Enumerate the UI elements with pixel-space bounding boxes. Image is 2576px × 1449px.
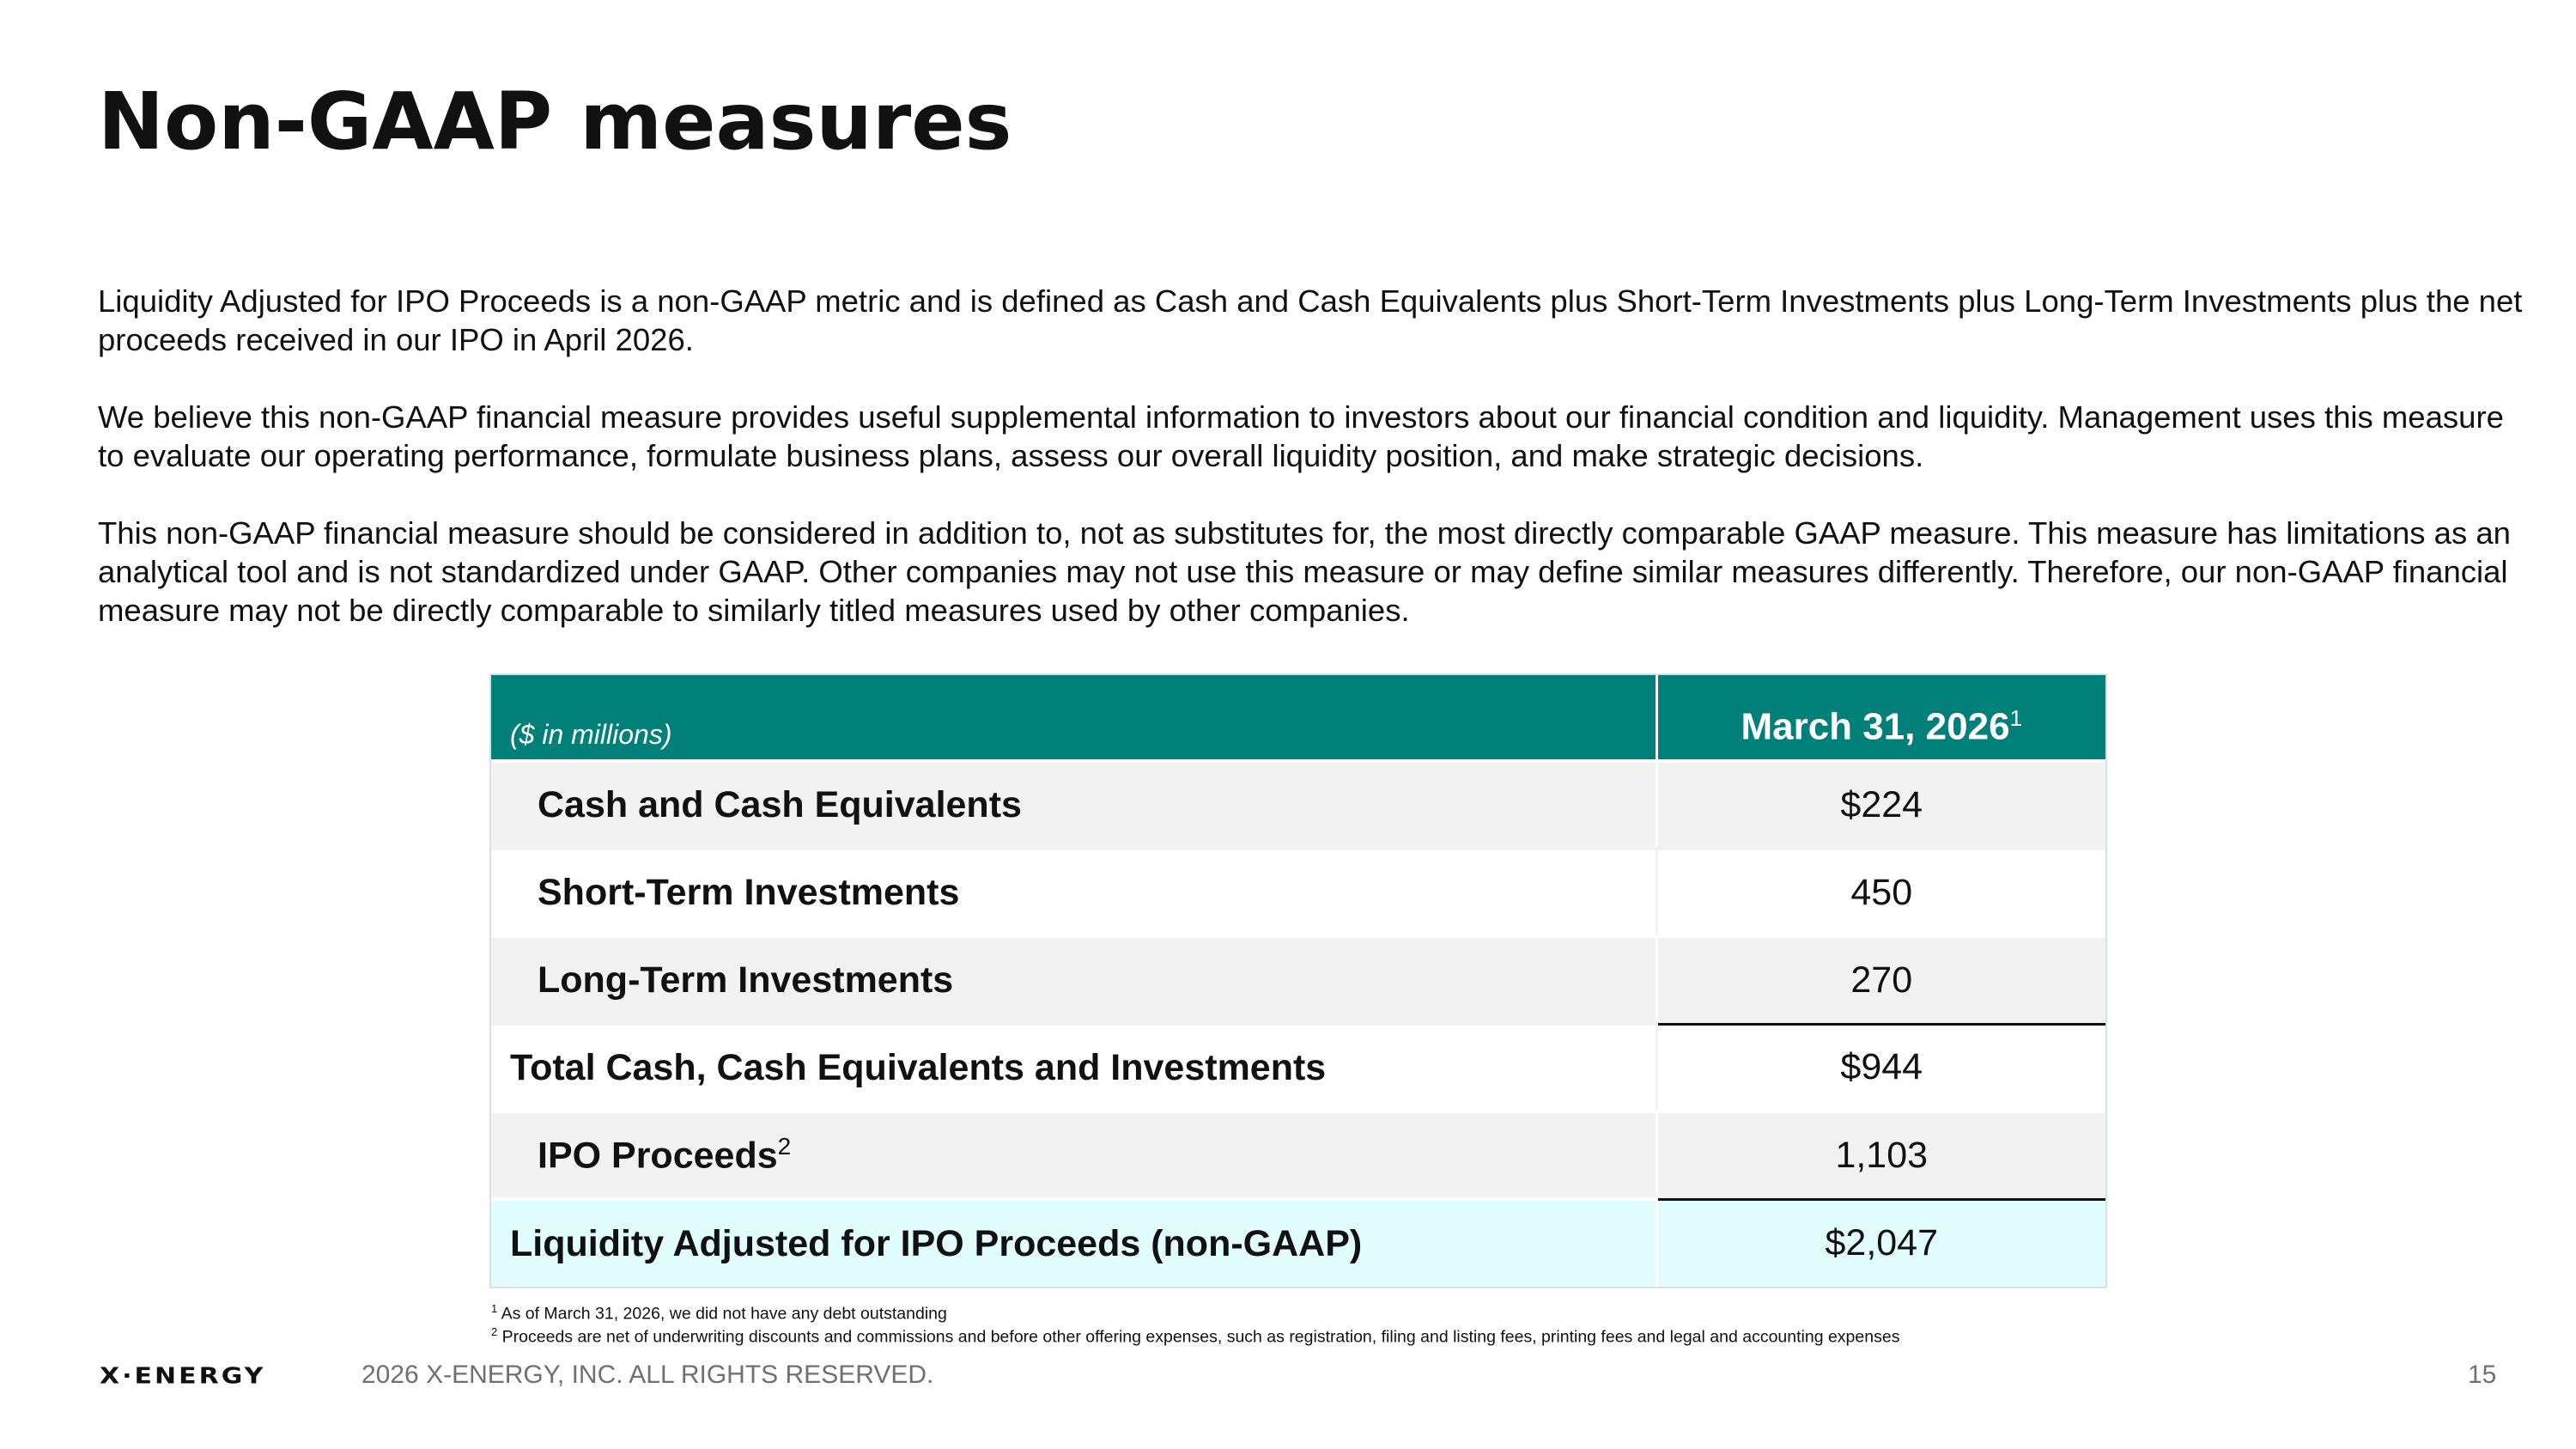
row-value: 1,103	[1656, 1111, 2105, 1199]
table-header-row	[491, 675, 2105, 761]
row-value: $944	[1656, 1024, 2105, 1111]
table-row-total	[491, 1024, 2105, 1111]
row-value: 450	[1656, 849, 2105, 936]
usefulness-paragraph: We believe this non-GAAP financial measure provides useful supplemental information to investors about our financial condition and liquidity. Management uses this measure to evaluate our operating performance, formulate business plans, assess our overall liquidity position, and make strategic decisions.	[98, 399, 2504, 473]
unit-label	[491, 675, 1656, 761]
limitations-paragraph: This non-GAAP financial measure should be considered in addition to, not as substitutes for, the most directly comparable GAAP measure. This measure has limitations as an analytical tool and is not standardized under GAAP. Other companies may not use this measure or may define similar measures differently. Therefore, our non-GAAP financial measure may not be directly comparable to similarly titled measures used by other companies.	[98, 515, 2511, 628]
footnote-text: As of March 31, 2026, we did not have any debt outstanding	[501, 1304, 947, 1324]
row-label: Long-Term Investments	[491, 936, 1656, 1024]
table-row-long-term	[491, 936, 2105, 1024]
row-value: 270	[1656, 936, 2105, 1024]
page-title: Non-GAAP measures	[98, 76, 1012, 167]
footnote-2	[491, 1325, 1899, 1348]
row-footnote-mark: 2	[777, 1133, 792, 1160]
company-logo: X·ENERGY	[100, 1363, 266, 1390]
column-header-footnote-mark: 1	[2009, 705, 2023, 732]
row-label: Total Cash, Cash Equivalents and Investments	[491, 1024, 1656, 1111]
row-label: Short-Term Investments	[491, 849, 1656, 936]
row-label: Cash and Cash Equivalents	[491, 761, 1656, 849]
footnote-mark: 2	[491, 1325, 498, 1338]
row-value: $2,047	[1656, 1199, 2105, 1287]
page-number: 15	[2468, 1361, 2497, 1389]
definition-paragraph: Liquidity Adjusted for IPO Proceeds is a non-GAAP metric and is defined as Cash and Cash Equivalents plus Short-Term Investments plus Long-Term Investments plus the net proceeds received in our IPO in April 2026.	[98, 283, 2523, 357]
column-header	[1656, 675, 2105, 761]
footnote-text: Proceeds are net of underwriting discounts and commissions and before other offering expenses, such as registration, filing and listing fees, printing fees and legal and accounting expenses	[501, 1327, 1900, 1347]
footnote-1	[491, 1302, 947, 1324]
table-row-ipo-proceeds	[491, 1111, 2105, 1199]
row-label-text: IPO Proceeds	[538, 1135, 778, 1177]
table-row-liquidity-adjusted	[491, 1199, 2105, 1287]
row-value: $224	[1656, 761, 2105, 849]
column-header-text: March 31, 2026	[1741, 706, 2010, 748]
table-row-cash	[491, 761, 2105, 849]
liquidity-table	[491, 675, 2105, 1287]
unit-label-text: ($ in millions)	[510, 719, 672, 750]
footnote-mark: 1	[491, 1302, 498, 1315]
table-row-short-term	[491, 849, 2105, 936]
row-label	[491, 1111, 1656, 1199]
row-label: Liquidity Adjusted for IPO Proceeds (non-GAAP)	[491, 1199, 1656, 1287]
copyright-text: 2026 X-ENERGY, INC. ALL RIGHTS RESERVED.	[361, 1361, 934, 1389]
